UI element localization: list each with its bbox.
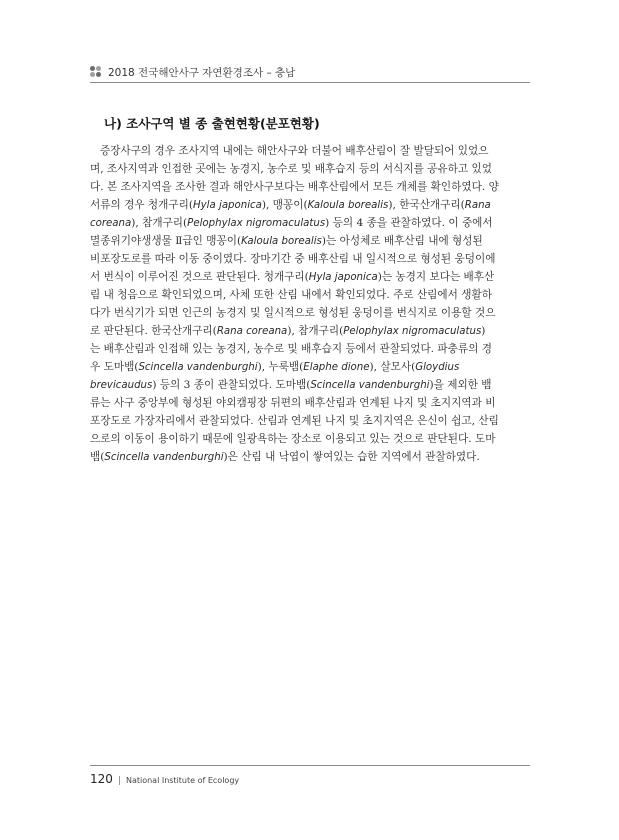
page-number: 120 bbox=[90, 772, 113, 786]
text-run: )을 제외한 뱀 bbox=[429, 379, 492, 391]
text-run: 비포장도로를 따라 이동 중이였다. 장마기간 중 배후산림 내 일시적으로 형성된 웅덩이에 bbox=[90, 253, 496, 265]
text-line bbox=[90, 232, 530, 250]
species-name: Kaloula borealis bbox=[241, 236, 322, 247]
text-run: ), 참개구리( bbox=[131, 217, 188, 229]
running-header bbox=[90, 64, 530, 80]
text-run: 으로의 이동이 용이하기 때문에 일광욕하는 장소로 이용되고 있는 것으로 판단된다. 도마 bbox=[90, 433, 496, 445]
dot bbox=[90, 66, 95, 71]
text-line bbox=[90, 268, 530, 286]
text-run: 포장도로 가장자리에서 관찰되었다. 산림과 연계된 나지 및 초지지역은 은신이 쉽고, 산림 bbox=[90, 415, 499, 427]
species-name: Pelophylax nigromaculatus bbox=[187, 218, 326, 229]
text-line bbox=[90, 412, 530, 430]
species-name: Elaphe dione bbox=[303, 362, 370, 373]
footer-organization: National Institute of Ecology bbox=[125, 776, 240, 785]
text-line bbox=[90, 304, 530, 322]
text-line bbox=[90, 178, 530, 196]
text-line bbox=[90, 430, 530, 448]
text-run: ), 맹꽁이( bbox=[261, 199, 308, 211]
text-line bbox=[90, 376, 530, 394]
dot bbox=[96, 66, 101, 71]
text-run: 로 판단된다. 한국산개구리( bbox=[90, 325, 217, 337]
text-line bbox=[90, 448, 530, 466]
text-run: 며, 조사지역과 인접한 곳에는 농경지, 농수로 및 배후습지 등의 서식지를 공유하고 있었 bbox=[90, 163, 492, 175]
species-name: Hyla japonica bbox=[192, 200, 262, 211]
header-divider bbox=[90, 82, 530, 83]
text-line bbox=[90, 160, 530, 178]
text-line bbox=[90, 214, 530, 232]
text-run: ) bbox=[481, 325, 486, 337]
four-dot-icon bbox=[90, 66, 102, 78]
text-run: )는 아성체로 배후산림 내에 형성된 bbox=[321, 235, 483, 247]
text-line bbox=[90, 142, 530, 160]
species-name: brevicaudus bbox=[90, 380, 153, 391]
text-line bbox=[90, 358, 530, 376]
text-run: ), 누룩뱀( bbox=[257, 361, 304, 373]
text-run: 류는 사구 중앙부에 형성된 야외캠핑장 뒤편의 배후산림과 연계된 나지 및 초지지역과 비 bbox=[90, 397, 496, 409]
species-name: Scincella vandenburghi bbox=[310, 380, 430, 391]
species-name: coreana bbox=[90, 218, 132, 229]
dot bbox=[96, 72, 101, 77]
text-run: ), 한국산개구리( bbox=[388, 199, 465, 211]
species-name: Hyla japonica bbox=[308, 272, 378, 283]
text-run: 는 배후산림과 인접해 있는 농경지, 농수로 및 배후습지 등에서 관찰되었다. 파충류의 경 bbox=[90, 343, 492, 355]
text-run: 서류의 경우 청개구리( bbox=[90, 199, 193, 211]
body-paragraph bbox=[90, 142, 530, 466]
text-run: 증장사구의 경우 조사지역 내에는 해안사구와 더불어 배후산림이 잘 발달되어 있었으 bbox=[100, 145, 489, 157]
text-line bbox=[90, 250, 530, 268]
species-name: Rana bbox=[464, 200, 491, 211]
text-run: ), 살모사( bbox=[369, 361, 416, 373]
dot bbox=[90, 72, 95, 77]
text-run: 림 내 청음으로 확인되었으며, 사체 또한 산림 내에서 확인되었다. 주로 산림에서 생활하 bbox=[90, 289, 492, 301]
text-run: )은 산림 내 낙엽이 쌓여있는 습한 지역에서 관찰하였다. bbox=[223, 451, 480, 463]
species-name: Scincella vandenburghi bbox=[104, 452, 224, 463]
text-run: 다. 본 조사지역을 조사한 결과 해안사구보다는 배후산림에서 모든 개체를 확인하였다. 양 bbox=[90, 181, 499, 193]
footer-divider bbox=[90, 765, 530, 766]
species-name: Kaloula borealis bbox=[307, 200, 389, 211]
species-name: Pelophylax nigromaculatus bbox=[343, 326, 482, 337]
text-line bbox=[90, 286, 530, 304]
header-title: 2018 전국해안사구 자연환경조사 – 충남 bbox=[108, 66, 296, 79]
section-title: 나) 조사구역 별 종 출현현황(분포현황) bbox=[104, 116, 320, 131]
text-run: ) 등의 3 종이 관찰되었다. 도마뱀( bbox=[152, 379, 311, 391]
text-line bbox=[90, 196, 530, 214]
text-line bbox=[90, 340, 530, 358]
page-footer bbox=[90, 772, 239, 786]
text-line bbox=[90, 394, 530, 412]
text-run: ), 참개구리( bbox=[287, 325, 344, 337]
text-run: ) 등의 4 종을 관찰하였다. 이 중에서 bbox=[325, 217, 493, 229]
species-name: Scincella vandenburghi bbox=[138, 362, 258, 373]
text-run: )는 농경지 보다는 배후산 bbox=[377, 271, 495, 283]
text-run: 멸종위기야생생물 Ⅱ급인 맹꽁이( bbox=[90, 235, 242, 247]
species-name: Rana coreana bbox=[216, 326, 288, 337]
text-run: 뱀( bbox=[90, 451, 105, 463]
footer-separator: | bbox=[117, 776, 121, 786]
text-run: 서 번식이 이루어진 것으로 판단된다. 청개구리( bbox=[90, 271, 309, 283]
text-run: 우 도마뱀( bbox=[90, 361, 139, 373]
text-line bbox=[90, 322, 530, 340]
text-run: 다가 번식기가 되면 인근의 농경지 및 일시적으로 형성된 웅덩이를 번식지로 이용할 것으 bbox=[90, 307, 496, 319]
species-name: Gloydius bbox=[415, 362, 460, 373]
